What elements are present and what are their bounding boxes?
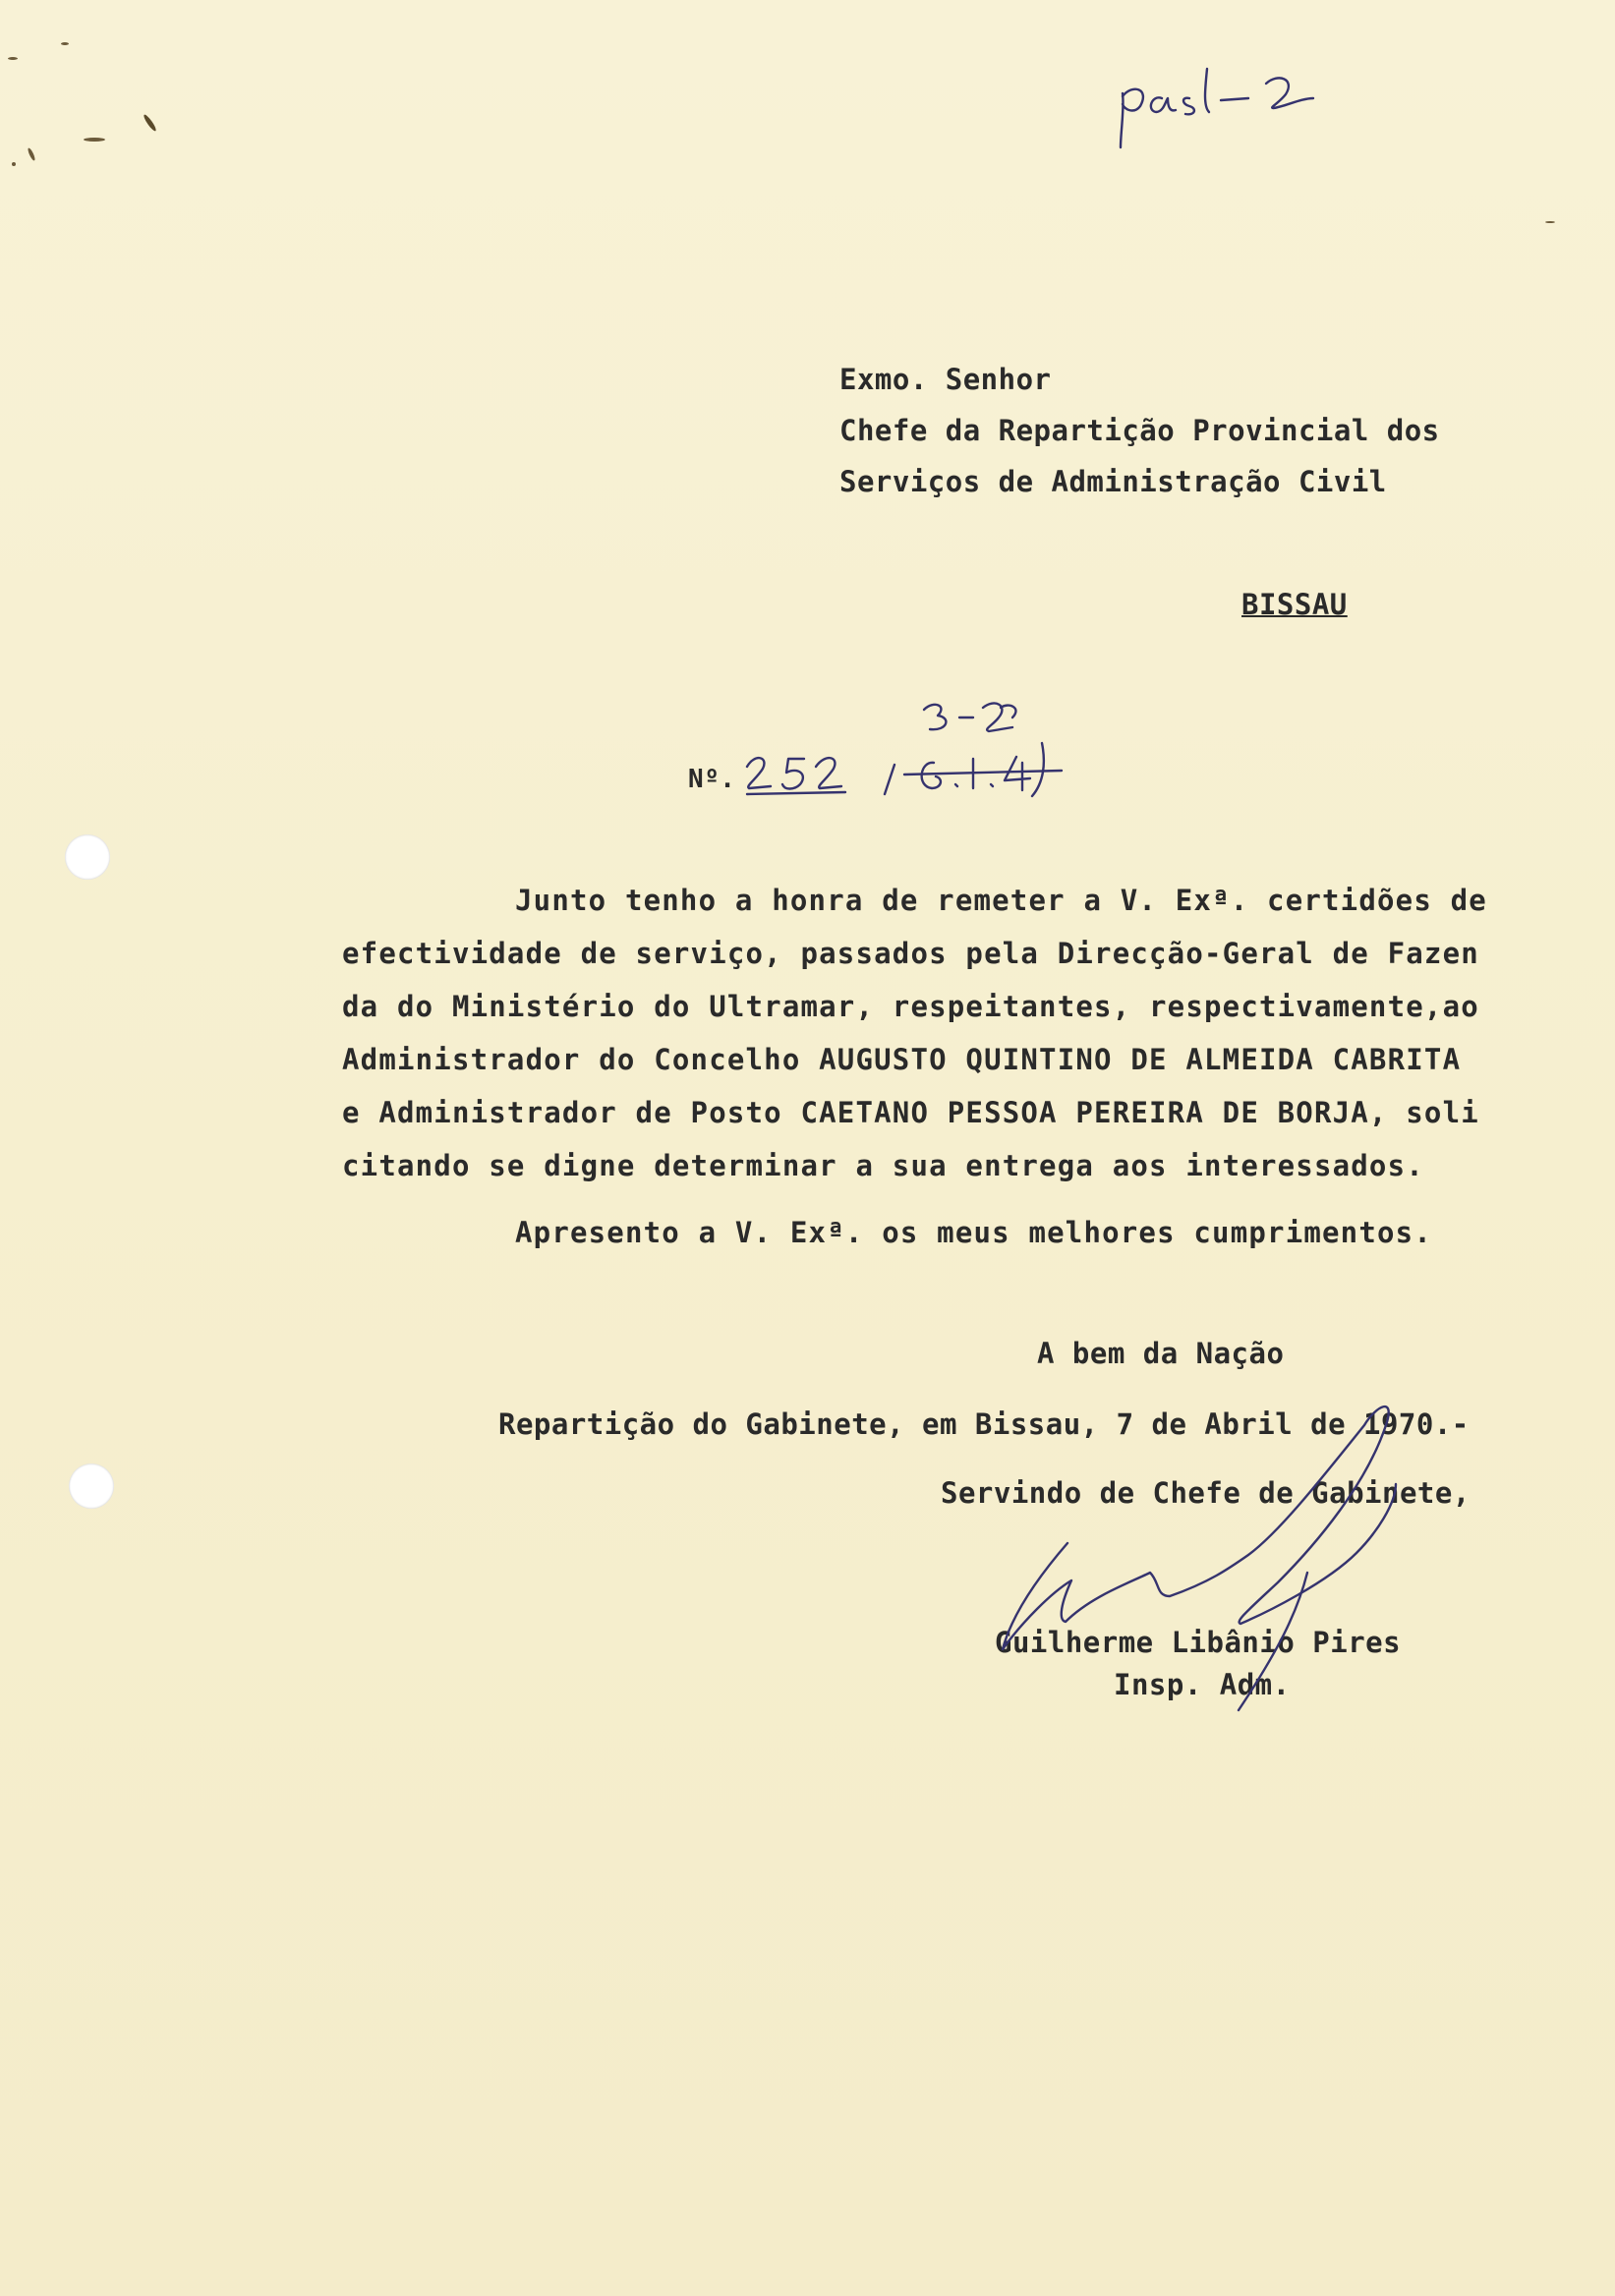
recipient-city: BISSAU <box>1241 588 1348 621</box>
paper-speck <box>61 42 69 45</box>
body-line-4: Administrador do Concelho AUGUSTO QUINTINO DE ALMEIDA CABRITA <box>342 1043 1462 1076</box>
body-line-6: citando se digne determinar a sua entrega aos interessados. <box>342 1149 1424 1182</box>
paper-speck <box>12 162 16 166</box>
recipient-title-line1: Chefe da Repartição Provincial dos <box>839 414 1440 447</box>
reference-prefix: Nº. <box>688 765 736 794</box>
handwritten-note-top <box>1111 49 1366 157</box>
punch-hole-top <box>65 834 110 880</box>
paper-speck <box>8 57 18 60</box>
place-date: Repartição do Gabinete, em Bissau, 7 de Abril de 1970.- <box>498 1407 1470 1441</box>
body-line-2: efectividade de serviço, passados pela Direcção-Geral de Fazen <box>342 937 1479 970</box>
body-line-3: da do Ministério do Ultramar, respeitantes, respectivamente,ao <box>342 990 1479 1023</box>
recipient-salutation: Exmo. Senhor <box>839 363 1052 396</box>
paper-speck <box>143 113 158 132</box>
body-line-1: Junto tenho a honra de remeter a V. Exª. certidões de <box>515 884 1487 917</box>
closing-line: Apresento a V. Exª. os meus melhores cumprimentos. <box>515 1216 1432 1249</box>
body-line-5: e Administrador de Posto CAETANO PESSOA PEREIRA DE BORJA, soli <box>342 1096 1479 1129</box>
signatory-rank: Insp. Adm. <box>1114 1668 1291 1701</box>
punch-hole-bottom <box>69 1464 114 1509</box>
paper-speck <box>1545 221 1555 223</box>
recipient-title-line2: Serviços de Administração Civil <box>839 465 1387 498</box>
paper-speck <box>27 147 36 161</box>
handwritten-signature <box>983 1386 1474 1740</box>
signatory-role: Servindo de Chefe de Gabinete, <box>941 1476 1471 1510</box>
motto: A bem da Nação <box>1037 1337 1285 1370</box>
handwritten-reference <box>737 688 1111 816</box>
paper-speck <box>84 138 105 142</box>
signatory-name: Guilherme Libânio Pires <box>995 1626 1402 1659</box>
